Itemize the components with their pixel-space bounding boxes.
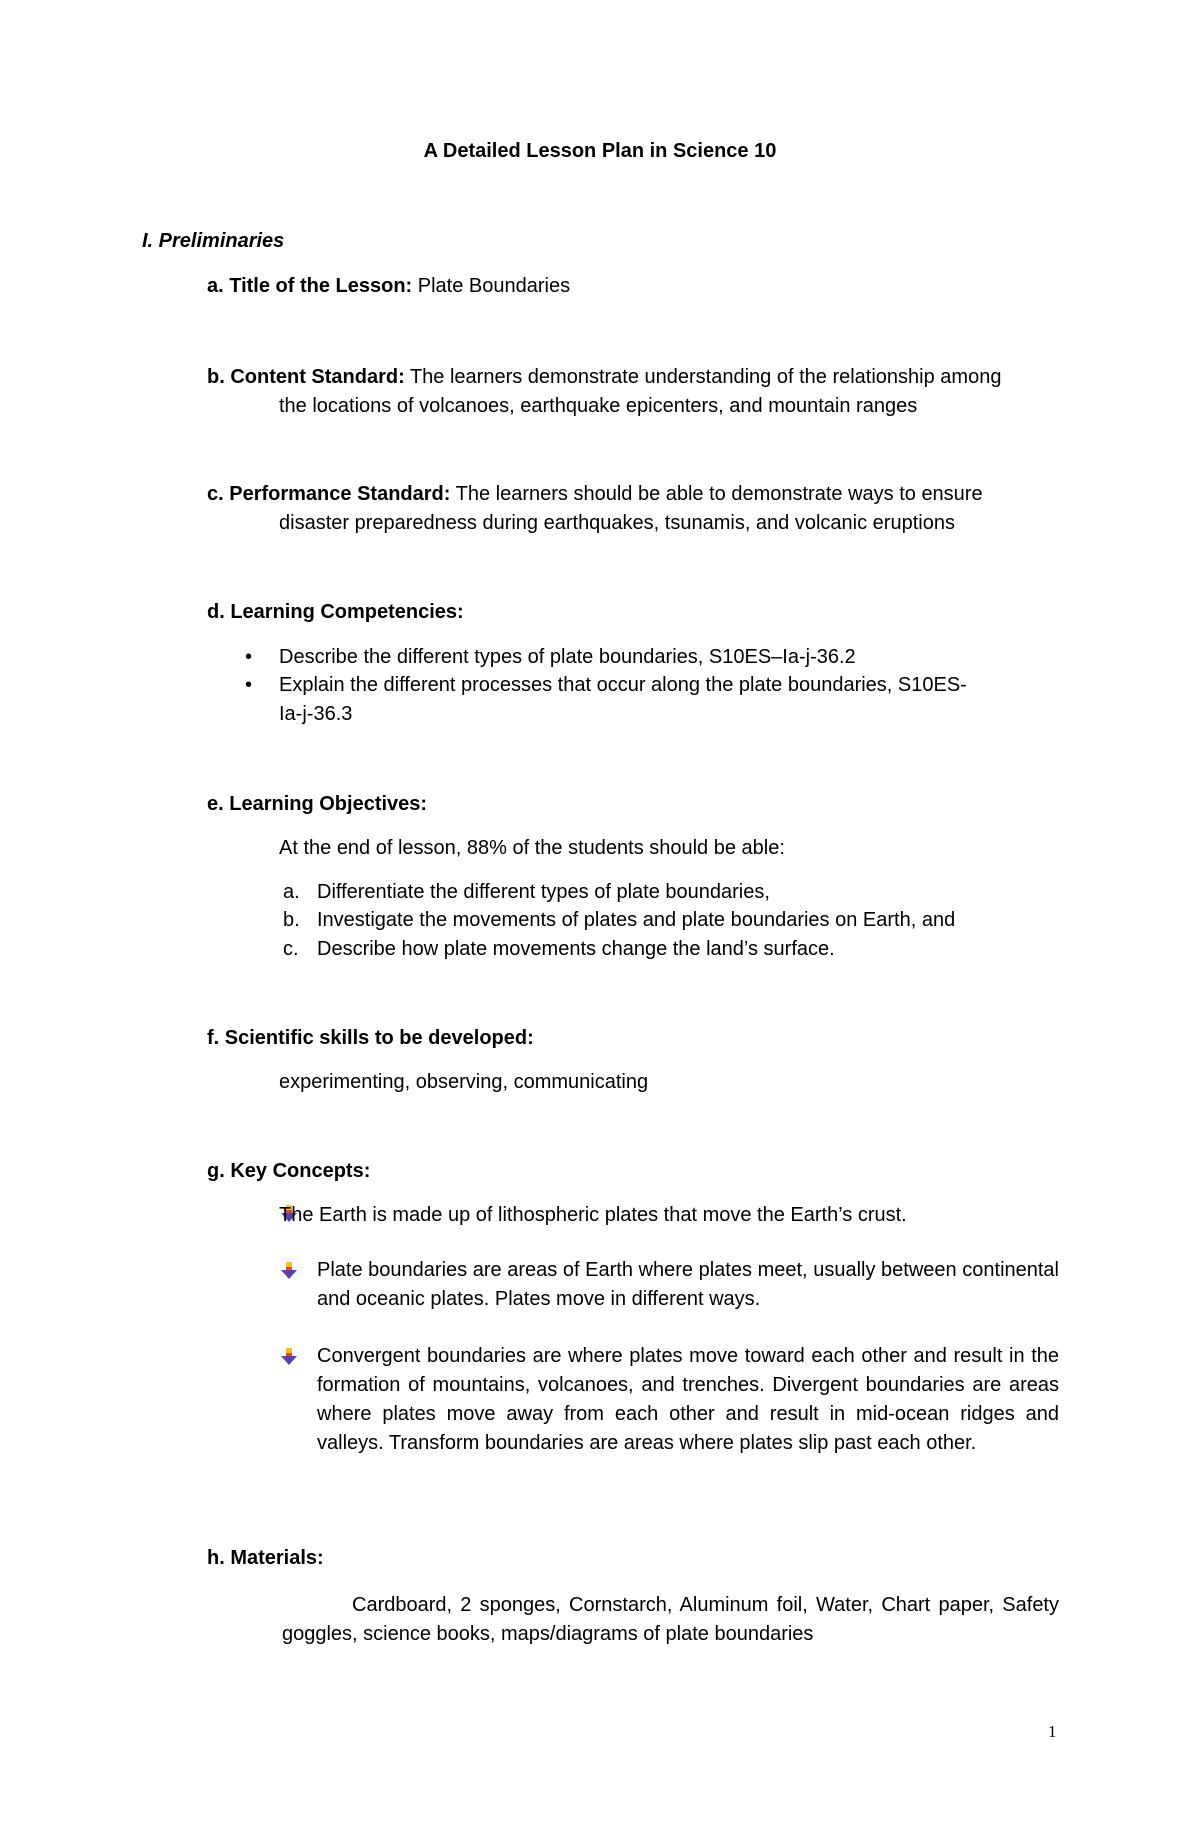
bullet-icon: •: [245, 674, 253, 696]
down-arrow-icon: [281, 1348, 297, 1366]
objective-marker: a.: [283, 881, 300, 903]
performance-standard-line: [207, 483, 983, 506]
key-concept-item: The Earth is made up of lithospheric plates that move the Earth’s crust.: [279, 1204, 907, 1226]
competency-item-continuation: Ia-j-36.3: [279, 703, 353, 725]
objective-marker: b.: [283, 909, 300, 931]
lesson-title-line: [207, 275, 570, 298]
learning-competencies-label: d. Learning Competencies:: [207, 601, 464, 623]
competency-item: Explain the different processes that occur along the plate boundaries, S10ES-: [279, 674, 967, 696]
materials-text: Cardboard, 2 sponges, Cornstarch, Aluminum foil, Water, Chart paper, Safety goggles, science books, maps/diagrams of plate boundaries: [282, 1594, 1059, 1645]
key-concept-item: Convergent boundaries are where plates move toward each other and result in the formation of mountains, volcanoes, and trenches. Divergent boundaries are areas where plates move away from each other and result in mid-ocean ridges and valleys. Transform boundaries are areas where plates slip past each other.: [317, 1345, 1059, 1454]
objective-item: Describe how plate movements change the land’s surface.: [317, 938, 835, 960]
objectives-intro: At the end of lesson, 88% of the students should be able:: [279, 837, 785, 859]
performance-standard-label: c. Performance Standard:: [207, 483, 451, 505]
competency-item: Describe the different types of plate boundaries, S10ES–Ia-j-36.2: [279, 646, 856, 668]
objective-item: Investigate the movements of plates and plate boundaries on Earth, and: [317, 909, 956, 931]
lesson-title-label: a. Title of the Lesson:: [207, 275, 413, 297]
content-standard-text: The learners demonstrate understanding of the relationship among: [404, 366, 1002, 388]
page-number: 1: [1048, 1722, 1057, 1741]
objective-marker: c.: [283, 938, 299, 960]
performance-standard-continuation: disaster preparedness during earthquakes, tsunamis, and volcanic eruptions: [279, 512, 955, 534]
lesson-title-value: Plate Boundaries: [412, 275, 571, 297]
scientific-skills-label: f. Scientific skills to be developed:: [207, 1027, 534, 1049]
bullet-icon: •: [245, 646, 253, 668]
content-standard-continuation: the locations of volcanoes, earthquake epicenters, and mountain ranges: [279, 395, 918, 417]
content-standard-label: b. Content Standard:: [207, 366, 405, 388]
objective-item: Differentiate the different types of plate boundaries,: [317, 881, 770, 903]
materials-label: h. Materials:: [207, 1547, 324, 1569]
scientific-skills-text: experimenting, observing, communicating: [279, 1071, 649, 1093]
document-title: A Detailed Lesson Plan in Science 10: [423, 140, 777, 162]
key-concept-item: Plate boundaries are areas of Earth where plates meet, usually between continental and oceanic plates. Plates move in different ways.: [317, 1259, 1059, 1310]
section-heading: I. Preliminaries: [142, 230, 285, 252]
down-arrow-icon: [281, 1262, 297, 1280]
content-standard-line: [207, 366, 1001, 389]
learning-objectives-label: e. Learning Objectives:: [207, 793, 428, 815]
key-concepts-label: g. Key Concepts:: [207, 1160, 371, 1182]
performance-standard-text: The learners should be able to demonstrate ways to ensure: [450, 483, 983, 505]
